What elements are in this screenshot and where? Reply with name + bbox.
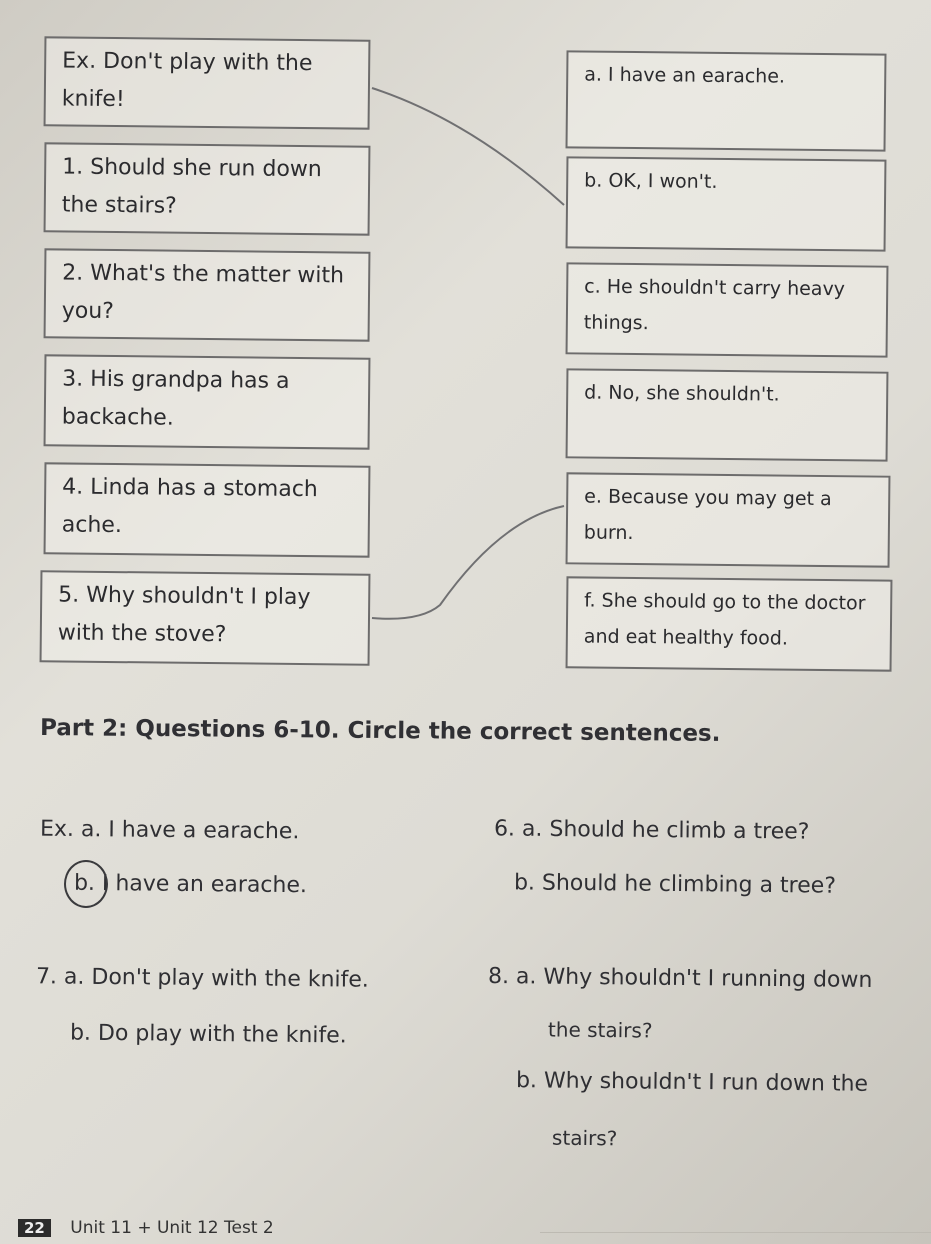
q7-option-a: 7. a. Don't play with the knife. bbox=[35, 964, 369, 993]
page-number: 22 bbox=[18, 1219, 51, 1237]
right-item-f: f. She should go to the doctor and eat healthy food. bbox=[583, 589, 866, 650]
q6-option-b: b. Should he climbing a tree? bbox=[513, 870, 837, 899]
right-box-f bbox=[566, 576, 893, 671]
right-box-c bbox=[566, 262, 889, 357]
right-item-c: c. He shouldn't carry heavy things. bbox=[583, 275, 846, 335]
q8-option-b-line2: stairs? bbox=[551, 1125, 618, 1151]
left-box-5 bbox=[40, 570, 371, 665]
q7-option-b: b. Do play with the knife. bbox=[69, 1020, 347, 1049]
right-item-a: a. I have an earache. bbox=[584, 63, 786, 88]
right-item-e: e. Because you may get a burn. bbox=[583, 485, 832, 545]
part2-heading: Part 2: Questions 6-10. Circle the correct sentences. bbox=[39, 715, 721, 747]
q8-option-a-line1: 8. a. Why shouldn't I running down bbox=[487, 963, 873, 994]
left-box-4 bbox=[44, 462, 371, 557]
match-line-5-e bbox=[372, 506, 564, 619]
right-box-b bbox=[566, 156, 887, 251]
match-line-ex-b bbox=[372, 88, 564, 205]
left-item-4: 4. Linda has a stomach ache. bbox=[61, 474, 318, 539]
q8-option-a-line2: the stairs? bbox=[547, 1017, 653, 1043]
right-item-b: b. OK, I won't. bbox=[584, 169, 718, 193]
page-footer bbox=[18, 1218, 274, 1238]
q6-option-a: 6. a. Should he climb a tree? bbox=[493, 816, 810, 845]
q8-option-b-line1: b. Why shouldn't I run down the bbox=[515, 1068, 869, 1097]
left-item-3: 3. His grandpa has a backache. bbox=[61, 366, 290, 431]
left-item-2: 2. What's the matter with you? bbox=[61, 260, 345, 325]
answer-circle bbox=[64, 860, 108, 908]
ex-option-a: Ex. a. I have a earache. bbox=[39, 816, 300, 845]
left-item-1: 1. Should she run down the stairs? bbox=[61, 154, 322, 219]
footer-divider bbox=[540, 1232, 931, 1233]
footer-label: Unit 11 + Unit 12 Test 2 bbox=[70, 1218, 274, 1238]
right-box-a bbox=[565, 50, 886, 151]
left-item-ex: Ex. Don't play with the knife! bbox=[61, 48, 313, 113]
left-item-5: 5. Why shouldn't I play with the stove? bbox=[57, 582, 311, 648]
left-box-1 bbox=[44, 142, 371, 235]
left-box-2 bbox=[44, 248, 371, 341]
left-box-3 bbox=[44, 354, 371, 449]
right-box-e bbox=[566, 472, 891, 567]
right-item-d: d. No, she shouldn't. bbox=[584, 381, 780, 406]
ex-option-b: b. I have an earache. bbox=[73, 870, 308, 899]
right-box-d bbox=[566, 368, 889, 461]
left-box-ex bbox=[44, 36, 371, 129]
